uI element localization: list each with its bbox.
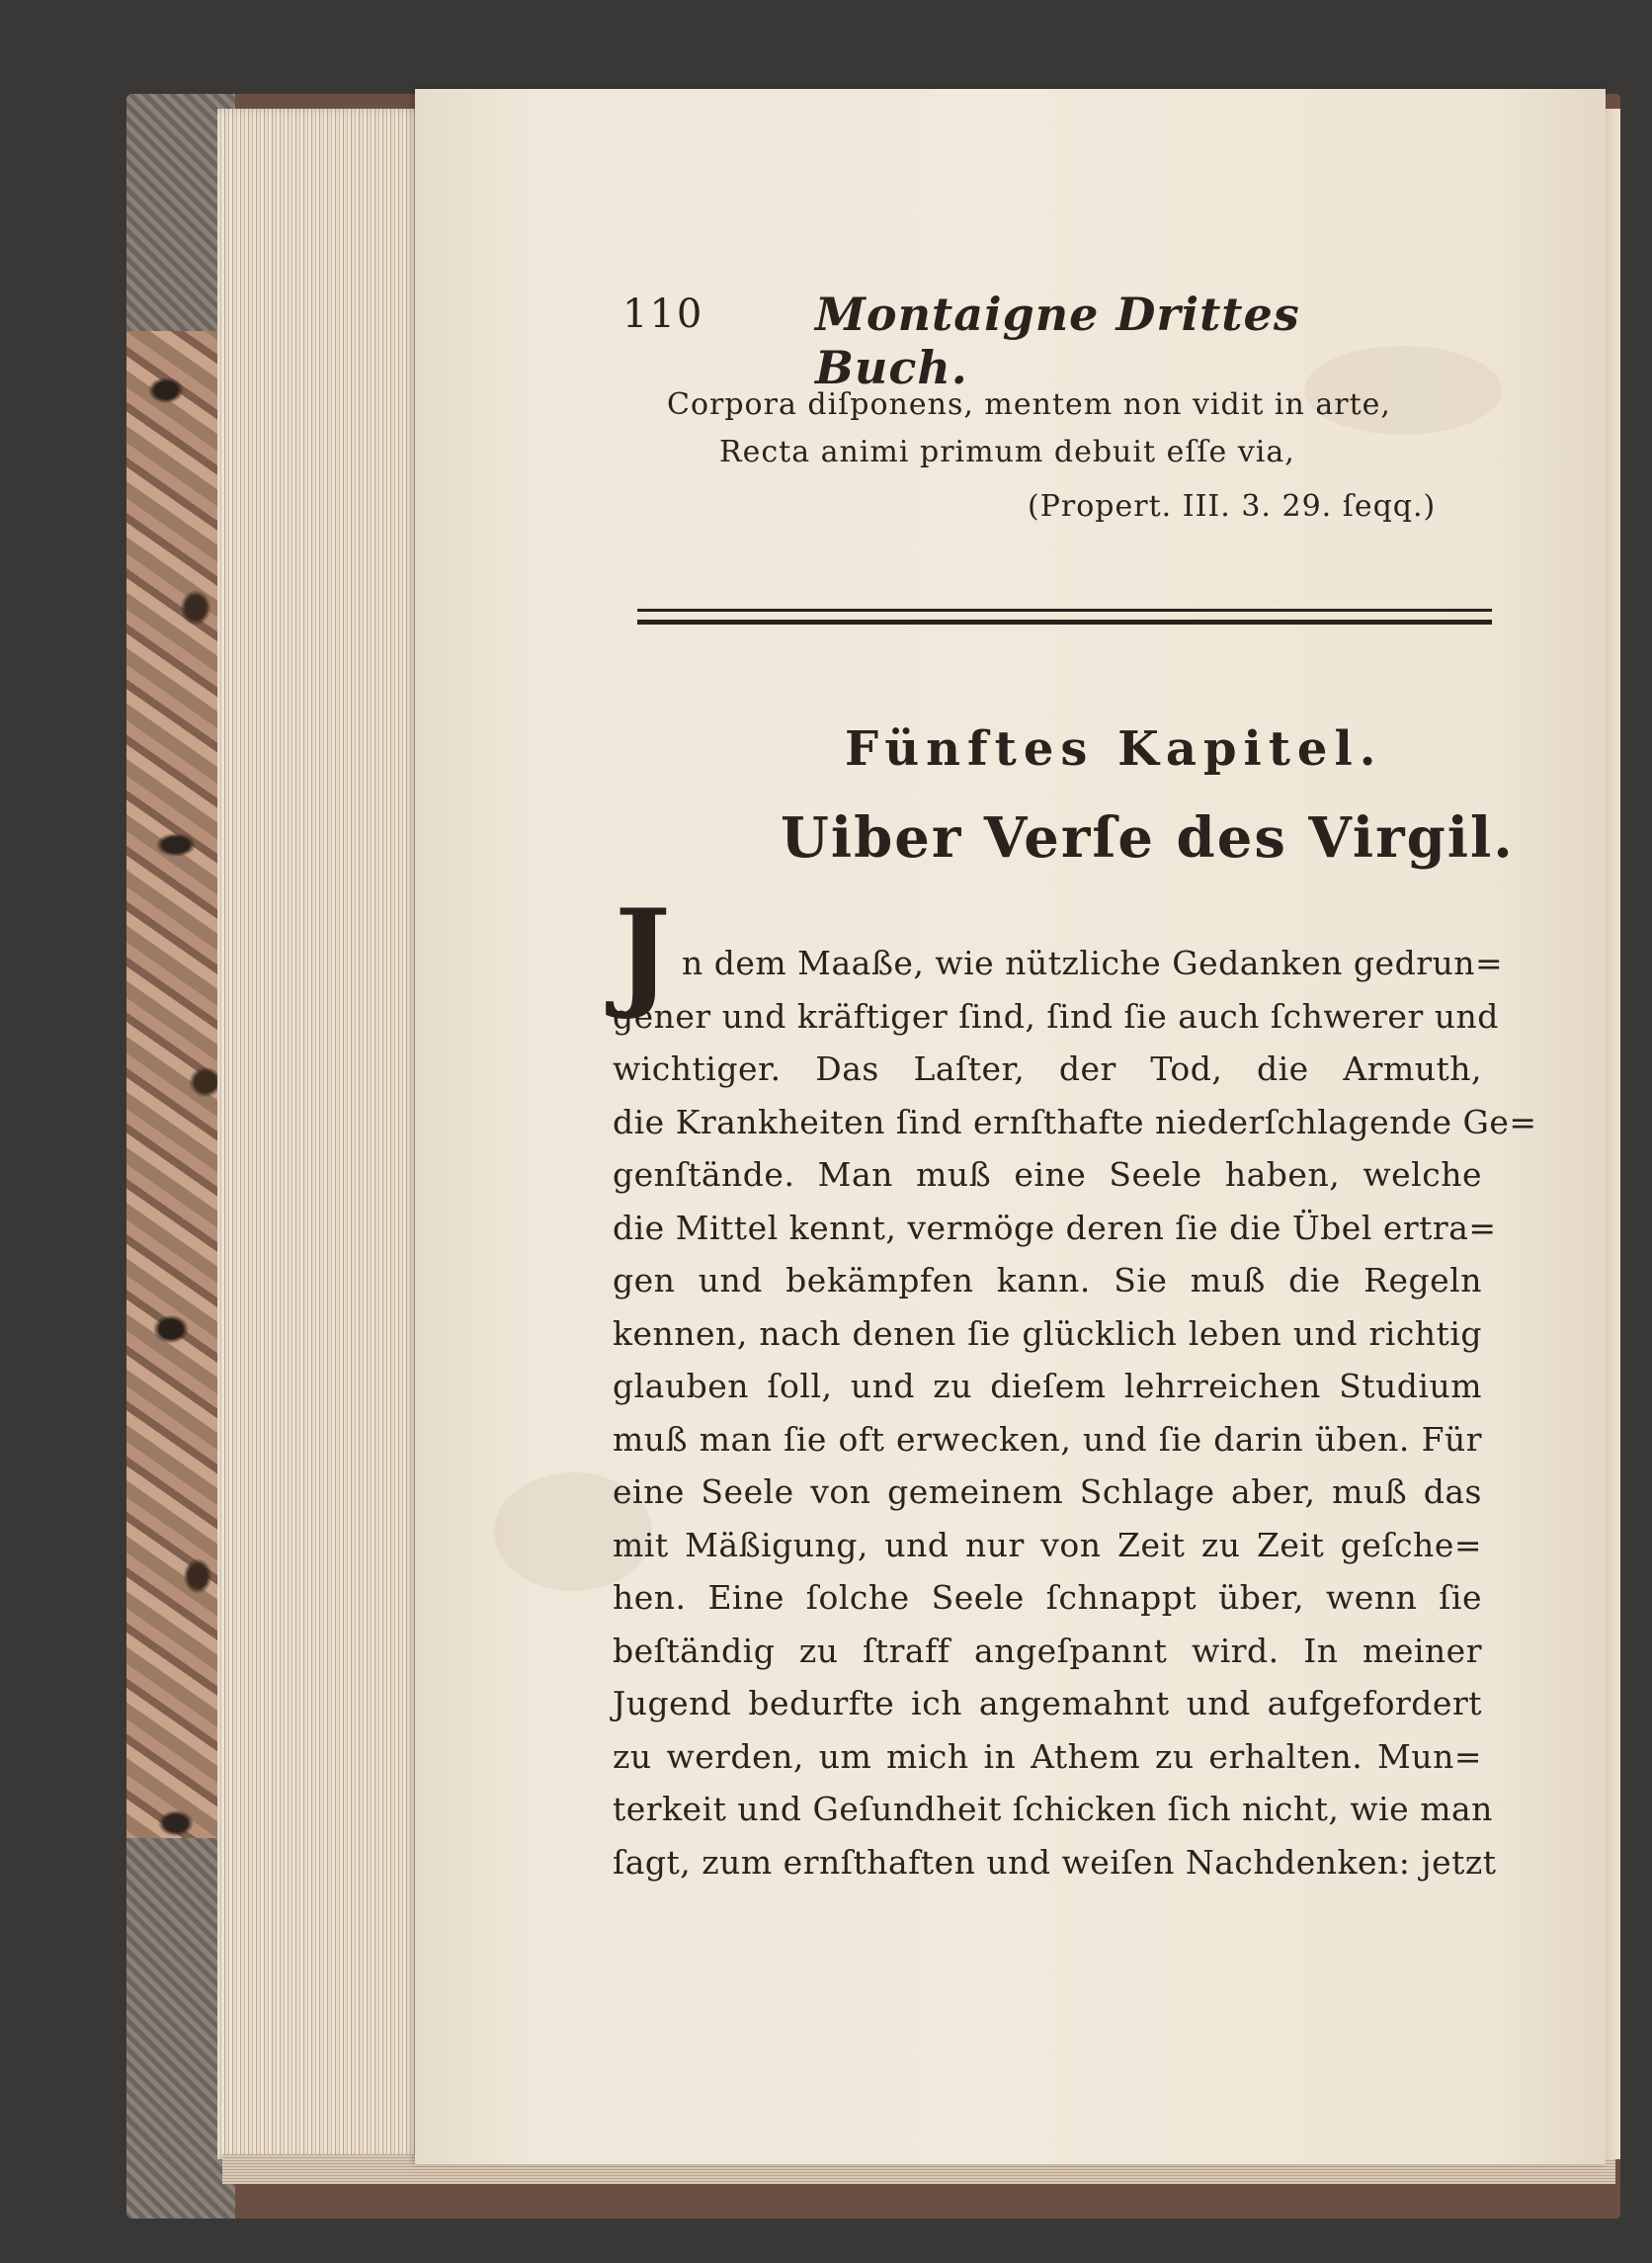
body-line: wichtiger. Das Laſter, der Tod, die Armuth, <box>613 1049 1482 1088</box>
divider-rule-thick <box>637 620 1492 625</box>
body-line: glauben ſoll, und zu dieſem lehrreichen Studium <box>613 1367 1482 1405</box>
body-line: n dem Maaße, wie nützliche Gedanken gedrun= <box>682 944 1504 982</box>
divider-rule-thin <box>637 609 1492 612</box>
drop-cap: J <box>615 883 671 1023</box>
body-line: kennen, nach denen ſie glücklich leben und richtig <box>613 1313 1482 1353</box>
body-line: eine Seele von gemeinem Schlage aber, muß das <box>613 1472 1482 1511</box>
body-line: gen und bekämpfen kann. Sie muß die Regeln <box>613 1261 1482 1299</box>
body-line: die Krankheiten ſind ernſthafte niederſchlagende Ge= <box>613 1102 1537 1141</box>
body-line: mit Mäßigung, und nur von Zeit zu Zeit geſche= <box>613 1525 1482 1564</box>
chapter-title: Fünftes Kapitel. <box>845 721 1383 777</box>
body-line: beſtändig zu ſtraff angeſpannt wird. In meiner <box>613 1631 1482 1670</box>
epigraph-source: (Propert. III. 3. 29. ſeqq.) <box>1028 489 1437 524</box>
chapter-subtitle: Uiber Verſe des Virgil. <box>781 805 1515 871</box>
epigraph-line-2: Recta animi primum debuit eſſe via, <box>719 435 1295 469</box>
body-line: die Mittel kennt, vermöge deren ſie die Übel ertra= <box>613 1208 1497 1247</box>
body-line: ſagt, zum ernſthaften und weiſen Nachdenken: jetzt <box>613 1842 1497 1882</box>
body-line: zu werden, um mich in Athem zu erhalten. Mun= <box>613 1736 1482 1776</box>
body-line: Jugend bedurfte ich angemahnt und aufgefordert <box>613 1684 1482 1722</box>
body-line: hen. Eine ſolche Seele ſchnappt über, wenn ſie <box>613 1578 1482 1617</box>
running-head <box>622 288 1393 394</box>
body-line: muß man ſie oft erwecken, und ſie darin üben. Für <box>613 1419 1482 1459</box>
page-edges <box>217 109 425 2159</box>
body-line: genſtände. Man muß eine Seele haben, welche <box>613 1155 1482 1194</box>
body-line: terkeit und Geſundheit ſchicken ſich nicht, wie man <box>613 1790 1493 1828</box>
page-number: 110 <box>622 292 704 337</box>
running-title: Montaigne Drittes Buch. <box>815 288 1300 394</box>
body-line: gener und kräftiger ſind, ſind ſie auch ſchwerer und <box>613 996 1499 1036</box>
epigraph-line-1: Corpora diſponens, mentem non vidit in arte, <box>667 387 1391 422</box>
